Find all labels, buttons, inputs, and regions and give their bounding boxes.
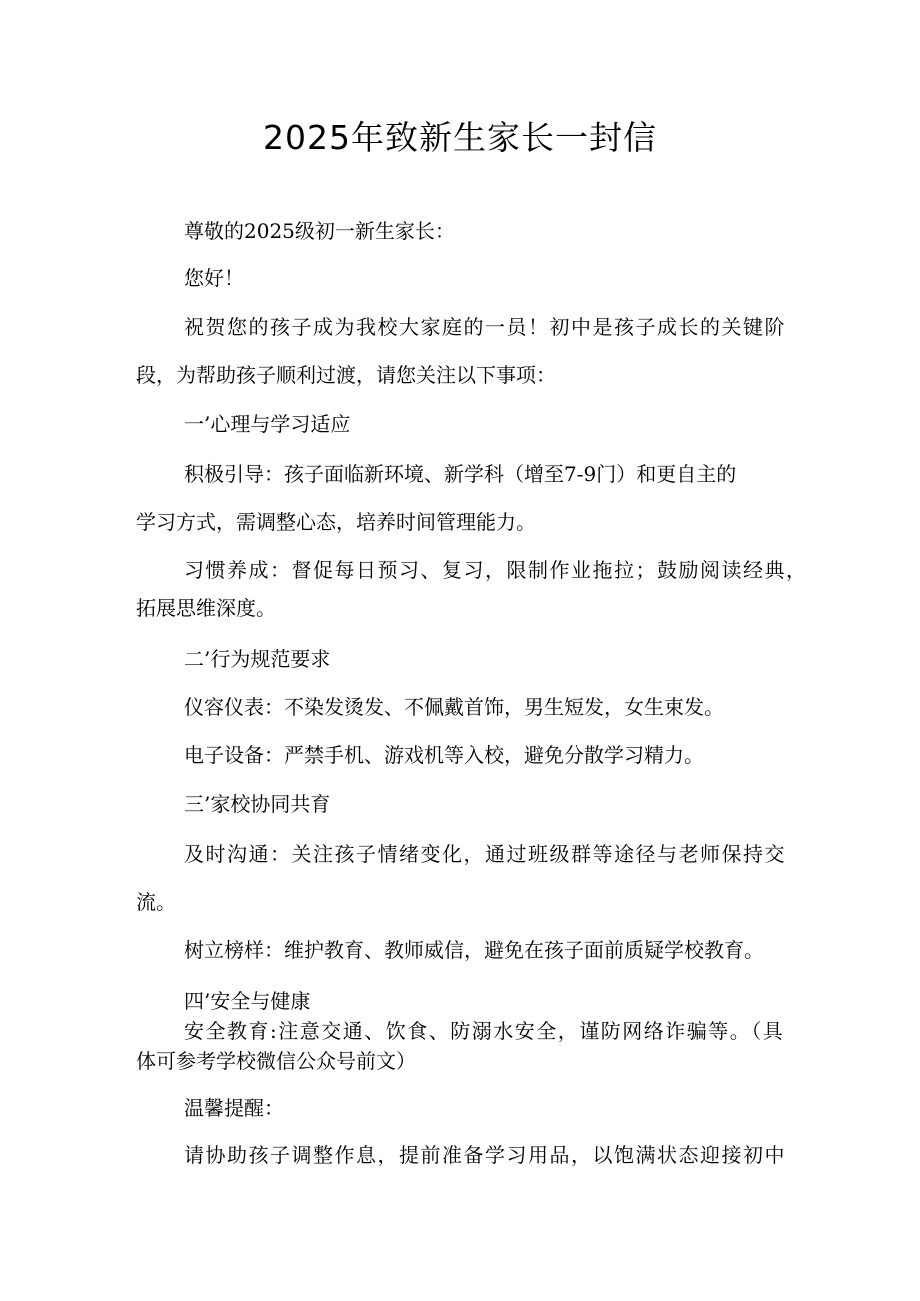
section-heading-4: 四’安全与健康 bbox=[184, 989, 311, 1013]
devices-line: 电子设备：严禁手机、游戏机等入校，避免分散学习精力。 bbox=[184, 743, 704, 767]
intro-paragraph-line-2: 段，为帮助孩子顺利过渡，请您关注以下事项： bbox=[136, 363, 556, 387]
appearance-line: 仪容仪表：不染发烫发、不佩戴首饰，男生短发，女生束发。 bbox=[184, 695, 724, 719]
habits-line-1: 习惯养成：督促每日预习、复习，限制作业拖拉；鼓励阅读经典， bbox=[184, 558, 808, 582]
section-heading-1: 一’心理与学习适应 bbox=[184, 412, 351, 436]
safety-line-2: 体可参考学校微信公众号前文） bbox=[136, 1049, 416, 1073]
document-title: 2025年致新生家长一封信 bbox=[263, 118, 657, 157]
communication-line-1: 及时沟通：关注孩子情绪变化，通过班级群等途径与老师保持交 bbox=[184, 842, 786, 866]
intro-paragraph-line-1: 祝贺您的孩子成为我校大家庭的一员！初中是孩子成长的关键阶 bbox=[184, 315, 786, 339]
guidance-line-1: 积极引导：孩子面临新环境、新学科（增至7-9门）和更自主的 bbox=[184, 462, 737, 486]
salutation: 尊敬的2025级初一新生家长： bbox=[184, 219, 455, 243]
greeting: 您好！ bbox=[184, 266, 244, 290]
communication-line-2: 流。 bbox=[136, 890, 176, 914]
reminder-line: 请协助孩子调整作息，提前准备学习用品，以饱满状态迎接初中 bbox=[184, 1143, 786, 1167]
section-heading-3: 三’家校协同共育 bbox=[184, 792, 331, 816]
reminder-heading: 温馨提醒： bbox=[184, 1096, 284, 1120]
safety-line-1: 安全教育:注意交通、饮食、防溺水安全，谨防网络诈骗等。（具 bbox=[184, 1019, 785, 1043]
role-model-line: 树立榜样：维护教育、教师威信，避免在孩子面前质疑学校教育。 bbox=[184, 938, 764, 962]
habits-line-2: 拓展思维深度。 bbox=[136, 596, 276, 620]
section-heading-2: 二’行为规范要求 bbox=[184, 647, 331, 671]
guidance-line-2: 学习方式，需调整心态，培养时间管理能力。 bbox=[136, 510, 536, 534]
